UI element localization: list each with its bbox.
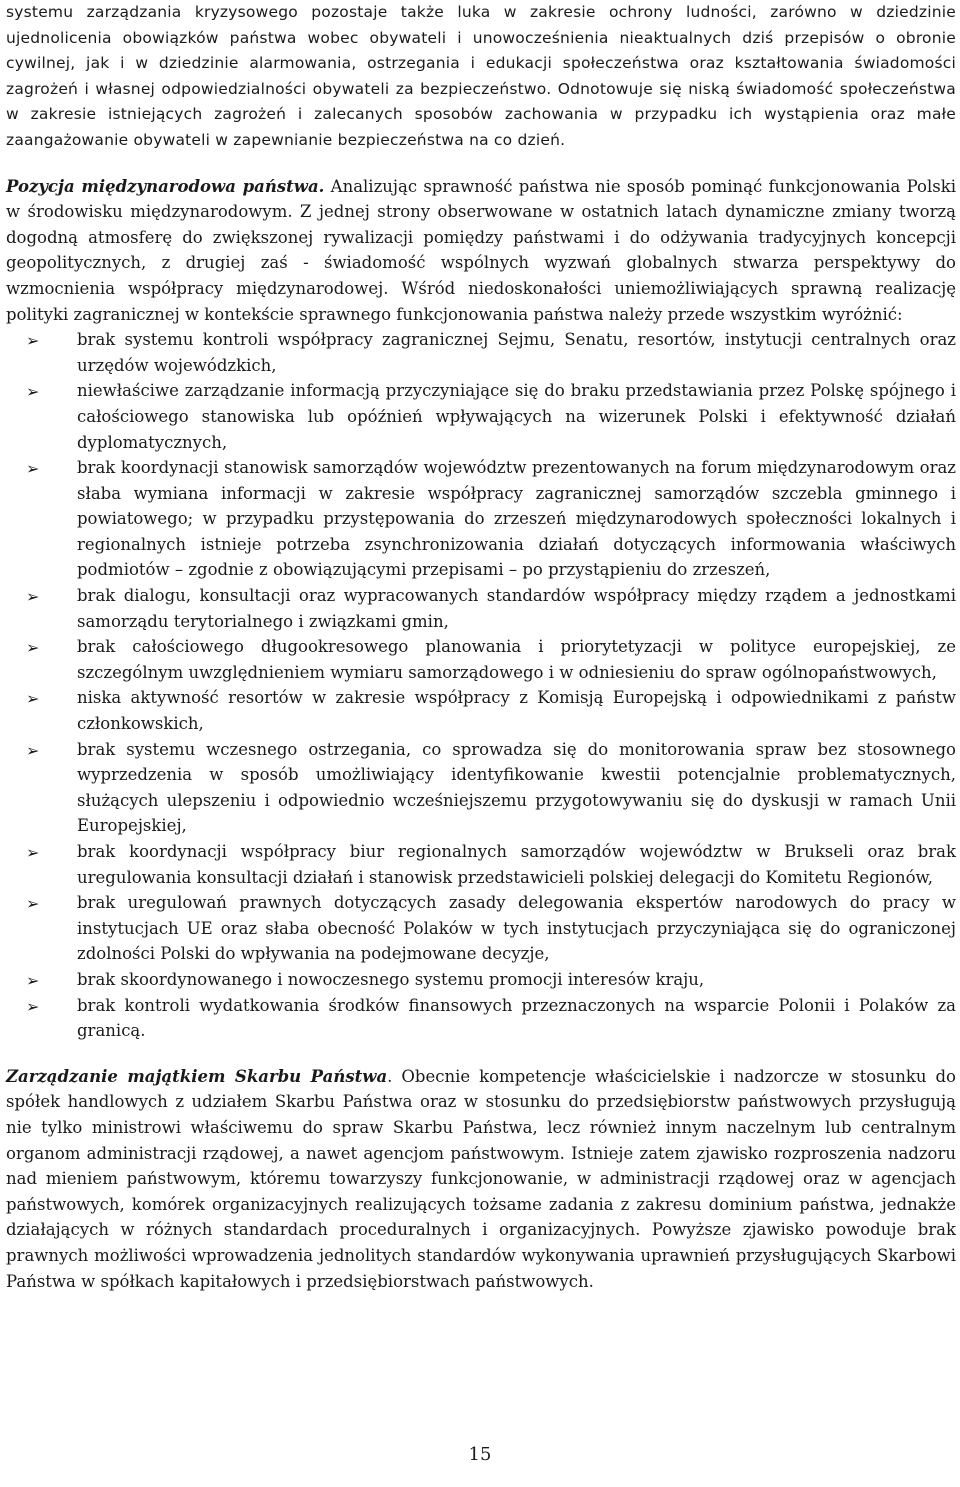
list-item (6, 890, 956, 967)
international-position-paragraph (6, 174, 956, 328)
list-item-text: brak systemu wczesnego ostrzegania, co sprowadza się do monitorowania spraw bez stosownego wyprzedzenia w sposób umożliwiający identyfikowanie kwestii potencjalnie problematycznych, służących ulepszeniu i odpowiednio wcześniejszemu przygotowywaniu się do dyskusji w ramach Unii Europejskiej, (77, 739, 956, 836)
treasury-management-paragraph (6, 1064, 956, 1294)
arrow-bullet-icon: ➢ (26, 970, 40, 990)
list-item-text: brak koordynacji współpracy biur regionalnych samorządów województw w Brukseli oraz brak uregulowania konsultacji działań i stanowisk przedstawicieli polskiej delegacji do Komitetu Regionów, (77, 842, 956, 887)
list-item (6, 685, 956, 736)
list-item (6, 737, 956, 839)
list-item (6, 634, 956, 685)
arrow-bullet-icon: ➢ (26, 331, 40, 351)
spacer (6, 154, 956, 174)
list-item-text: niska aktywność resortów w zakresie współpracy z Komisją Europejską i odpowiednikami z państw członkowskich, (77, 688, 956, 734)
arrow-bullet-icon: ➢ (26, 996, 40, 1016)
list-item-text: brak uregulowań prawnych dotyczących zasady delegowania ekspertów narodowych do pracy w instytucjach UE oraz słaba obecność Polaków w tych instytucjach przyczyniająca się do ograniczonej zdolności Polski do wpływania na podejmowane decyzje, (77, 893, 956, 964)
list-item-text: brak koordynacji stanowisk samorządów województw prezentowanych na forum międzynarodowym oraz słaba wymiana informacji w zakresie współpracy zagranicznej samorządów szczebla gminnego i powiatowego; w przypadku przystępowania do zrzeszeń międzynarodowych społeczności lokalnych i regionalnych istnieje potrzeba zsynchronizowania działań dotyczących informowania właściwych podmiotów – zgodnie z obowiązującymi przepisami – po przystąpieniu do zrzeszeń, (77, 458, 956, 580)
intro-paragraph: systemu zarządzania kryzysowego pozostaje także luka w zakresie ochrony ludności, zarówno w dziedzinie ujednolicenia obowiązków państwa wobec obywateli i unowocześnienia nieaktualnych dziś przepisów o obronie cywilnej, jak i w dziedzinie alarmowania, ostrzegania i edukacji społeczeństwa oraz kształtowania świadomości zagrożeń i własnej odpowiedzialności obywateli za bezpieczeństwo. Odnotowuje się niską świadomość społeczeństwa w zakresie istniejących zagrożeń i zalecanych sposobów zachowania w przypadku ich wystąpienia oraz małe zaangażowanie obywateli w zapewnianie bezpieczeństwa na co dzień. (6, 3, 956, 149)
list-item (6, 455, 956, 583)
document-page (6, 0, 956, 1294)
arrow-bullet-icon: ➢ (26, 638, 40, 658)
list-item-text: brak systemu kontroli współpracy zagranicznej Sejmu, Senatu, resortów, instytucji centralnych oraz urzędów wojewódzkich, (77, 330, 956, 375)
arrow-bullet-icon: ➢ (26, 894, 40, 914)
arrow-bullet-icon: ➢ (26, 382, 40, 402)
arrow-bullet-icon: ➢ (26, 740, 40, 760)
list-item-text: brak skoordynowanego i nowoczesnego systemu promocji interesów kraju, (77, 969, 705, 989)
list-item (6, 993, 956, 1044)
list-item (6, 378, 956, 455)
list-item-text: brak dialogu, konsultacji oraz wypracowanych standardów współpracy między rządem a jednostkami samorządu terytorialnego i związkami gmin, (77, 586, 956, 631)
list-item (6, 839, 956, 890)
arrow-bullet-icon: ➢ (26, 689, 40, 709)
arrow-bullet-icon: ➢ (26, 843, 40, 862)
list-item (6, 583, 956, 634)
list-item (6, 967, 956, 993)
international-position-heading: Pozycja międzynarodowa państwa. (6, 176, 325, 196)
list-item (6, 327, 956, 378)
treasury-management-body: . Obecnie kompetencje właścicielskie i nadzorcze w stosunku do spółek handlowych z udziałem Skarbu Państwa oraz w stosunku do przedsiębiorstw państwowych przysługują nie tylko ministrowi właściwemu do spraw Skarbu Państwa, lecz również innym naczelnym lub centralnym organom administracji rządowej, a nawet agencjom państwowym. Istnieje zatem zjawisko rozproszenia nadzoru nad mieniem państwowym, któremu towarzyszy funkcjonowanie, w administracji rządowej oraz w agencjach państwowych, komórek organizacyjnych realizujących tożsame zadania z zakresu dominium państwa, jednakże działających w różnych standardach proceduralnych i organizacyjnych. Powyższe zjawisko powoduje brak prawnych możliwości wprowadzenia jednolitych standardów wykonywania uprawnień przysługujących Skarbowi Państwa w spółkach kapitałowych i przedsiębiorstwach państwowych. (6, 1066, 956, 1291)
list-item-text: brak kontroli wydatkowania środków finansowych przeznaczonych na wsparcie Polonii i Polaków za granicą. (77, 995, 956, 1041)
treasury-management-heading: Zarządzanie majątkiem Skarbu Państwa (6, 1066, 388, 1086)
list-item-text: niewłaściwe zarządzanie informacją przyczyniające się do braku przedstawiania przez Polskę spójnego i całościowego stanowiska lub opóźnień wpływających na wizerunek Polski i efektywność działań dyplomatycznych, (77, 381, 956, 452)
list-item-text: brak całościowego długookresowego planowania i priorytetyzacji w polityce europejskiej, ze szczególnym uwzględnieniem wymiaru samorządowego i w odniesieniu do spraw ogólnopaństwowych, (77, 637, 956, 682)
international-position-body: Analizując sprawność państwa nie sposób pominąć funkcjonowania Polski w środowisku międzynarodowym. Z jednej strony obserwowane w ostatnich latach dynamiczne zmiany tworzą dogodną atmosferę do zwiększonej rywalizacji pomiędzy państwami i do odżywania tradycyjnych koncepcji geopolitycznych, z drugiej zaś - świadomość wspólnych wyzwań globalnych stwarza perspektywy do wzmocnienia współpracy międzynarodowej. Wśród niedoskonałości uniemożliwiających sprawną realizację polityki zagranicznej w kontekście sprawnego funkcjonowania państwa należy przede wszystkim wyróżnić: (6, 176, 956, 324)
arrow-bullet-icon: ➢ (26, 459, 40, 479)
arrow-bullet-icon: ➢ (26, 587, 40, 607)
deficiencies-list (6, 327, 956, 1044)
spacer (6, 1044, 956, 1064)
page-number: 15 (468, 1444, 492, 1465)
